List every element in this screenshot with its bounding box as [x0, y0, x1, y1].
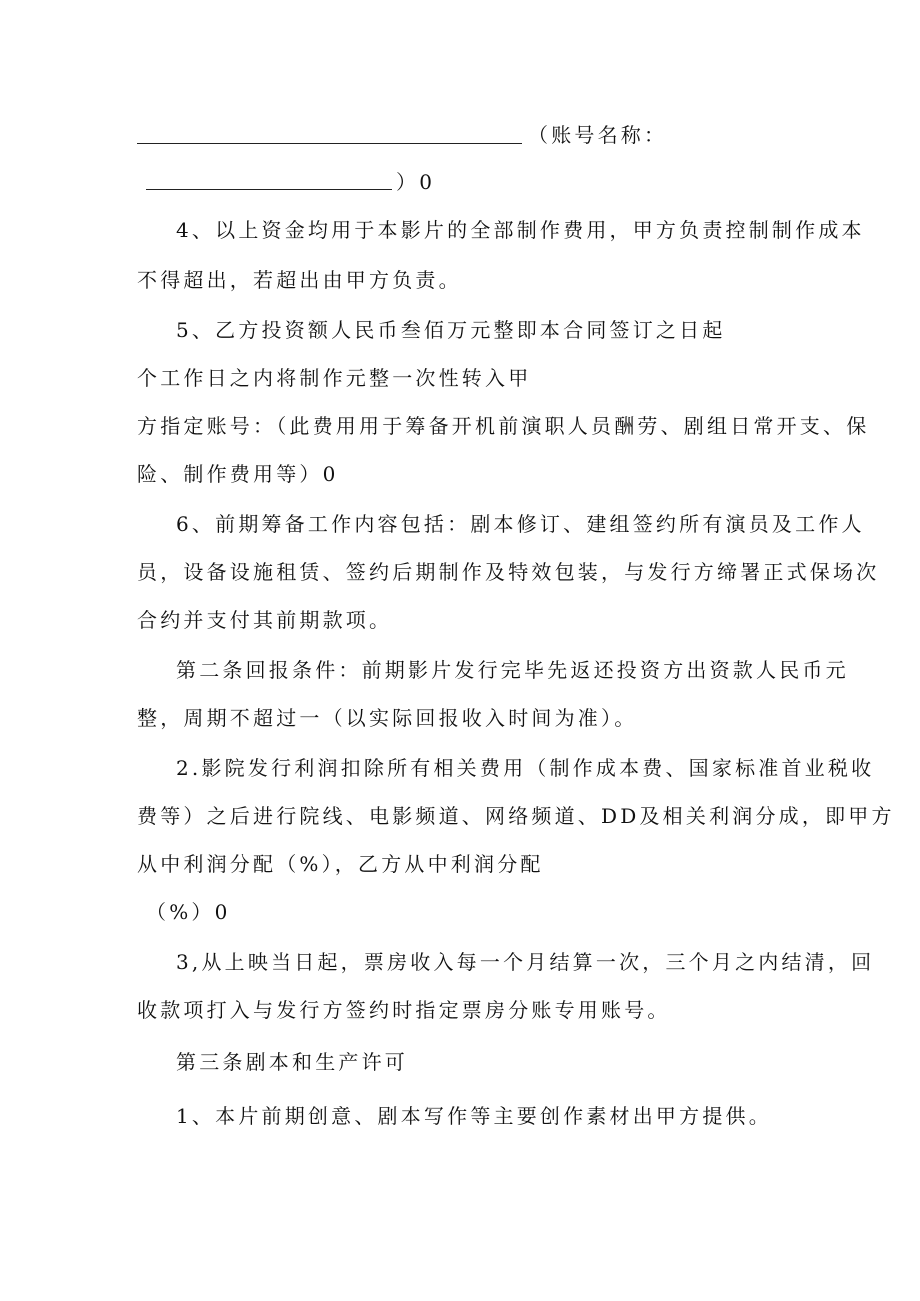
clause-5-line-1: 5、乙方投资额人民币叁佰万元整即本合同签订之日起	[176, 318, 726, 342]
article-2-line-2: 整，周期不超过一（以实际回报收入时间为准）。	[137, 706, 638, 730]
article-3-heading: 第三条剧本和生产许可	[176, 1050, 408, 1074]
article-2-item-2-line-4: （%）0	[146, 900, 231, 924]
account-line-close: ）0	[396, 170, 436, 194]
account-name-blank	[146, 189, 392, 190]
article-2-item-2-line-3: 从中利润分配（%），乙方从中利润分配	[137, 852, 544, 876]
clause-6-line-2: 员，设备设施租赁、签约后期制作及特效包装，与发行方缔署正式保场次	[137, 560, 880, 584]
clause-6-line-1: 6、前期筹备工作内容包括：剧本修订、建组签约所有演员及工作人	[176, 512, 865, 536]
clause-4-line-2: 不得超出，若超出由甲方负责。	[137, 268, 462, 292]
clause-5-line-4: 险、制作费用等）0	[137, 462, 339, 486]
account-number-blank	[137, 143, 522, 144]
clause-5-line-3: 方指定账号：（此费用用于筹备开机前演职人员酬劳、剧组日常开支、保	[137, 414, 870, 438]
article-2-item-3-line-2: 收款项打入与发行方签约时指定票房分账专用账号。	[137, 998, 671, 1022]
article-2-item-2-line-1: 2.影院发行利润扣除所有相关费用（制作成本费、国家标准首业税收	[176, 756, 875, 780]
article-2-item-3-line-1: 3,从上映当日起，票房收入每一个月结算一次，三个月之内结清，回	[176, 950, 875, 974]
clause-6-line-3: 合约并支付其前期款项。	[137, 608, 393, 632]
account-name-label: （账号名称：	[528, 123, 668, 147]
article-3-item-1: 1、本片前期创意、剧本写作等主要创作素材出甲方提供。	[176, 1104, 772, 1128]
clause-5-line-2: 个工作日之内将制作元整一次性转入甲	[137, 366, 532, 390]
article-2-item-2-line-2: 费等）之后进行院线、电影频道、网络频道、DD及相关利润分成，即甲方	[137, 804, 895, 828]
article-2-line-1: 第二条回报条件：前期影片发行完毕先返还投资方出资款人民币元	[176, 658, 849, 682]
clause-4-line-1: 4、以上资金均用于本影片的全部制作费用，甲方负责控制制作成本	[176, 218, 865, 242]
